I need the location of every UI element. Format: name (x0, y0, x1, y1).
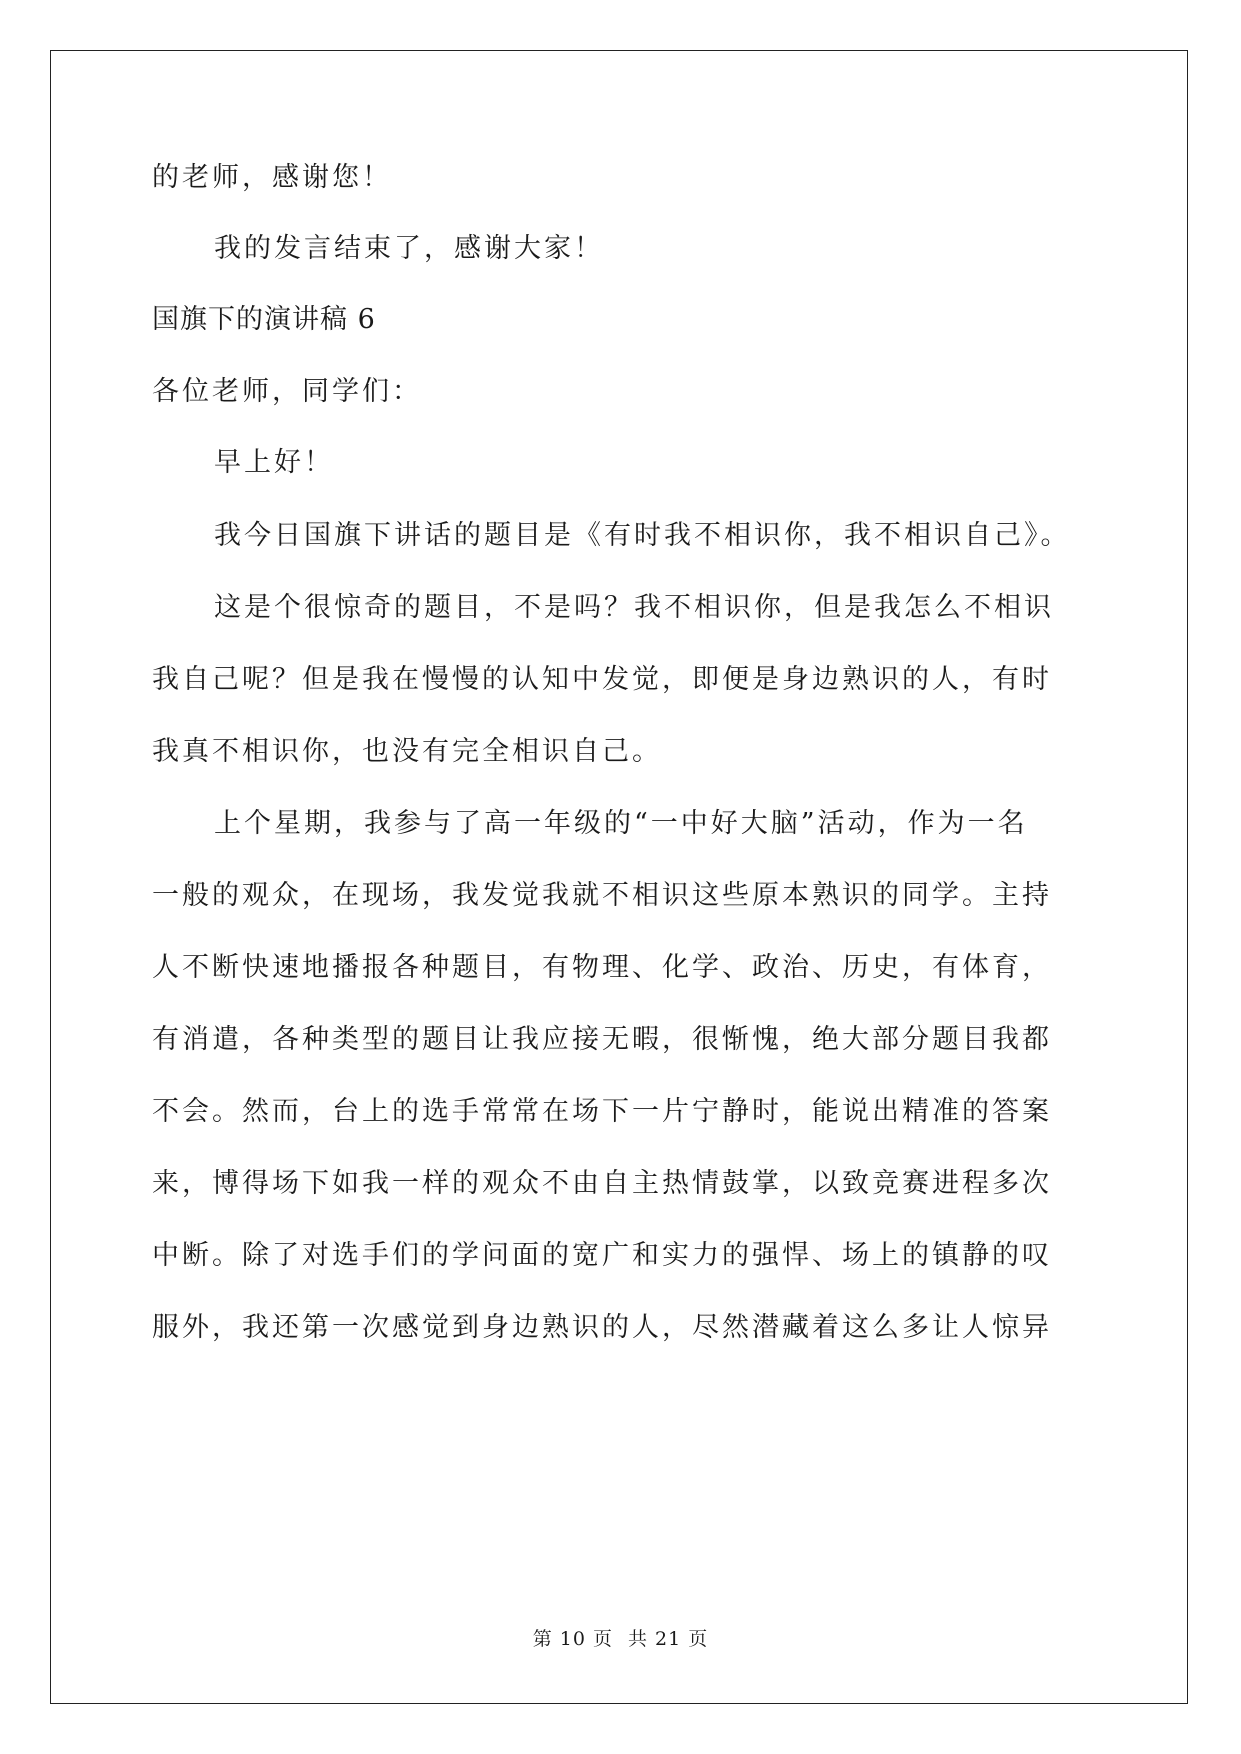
paragraph-line: 不会。然而，台上的选手常常在场下一片宁静时，能说出精准的答案 (152, 1096, 1052, 1127)
paragraph-line: 上个星期，我参与了高一年级的“一中好大脑”活动，作为一名 (214, 808, 1028, 839)
paragraph-line: 这是个很惊奇的题目，不是吗？我不相识你，但是我怎么不相识 (214, 592, 1054, 623)
page-total: 共 21 页 (628, 1628, 709, 1650)
paragraph-line: 一般的观众，在现场，我发觉我就不相识这些原本熟识的同学。主持 (152, 880, 1052, 911)
page-number: 第 10 页 (532, 1628, 613, 1650)
paragraph-line: 中断。除了对选手们的学问面的宽广和实力的强悍、场上的镇静的叹 (152, 1240, 1052, 1271)
paragraph-line: 我今日国旗下讲话的题目是《有时我不相识你，我不相识自己》。 (214, 520, 1071, 551)
page-footer (0, 1624, 1241, 1651)
paragraph-line: 人不断快速地播报各种题目，有物理、化学、政治、历史，有体育， (152, 952, 1052, 983)
paragraph-line: 我自己呢？但是我在慢慢的认知中发觉，即便是身边熟识的人，有时 (152, 664, 1052, 695)
paragraph-line: 我的发言结束了，感谢大家！ (214, 233, 604, 264)
salutation: 各位老师，同学们： (152, 376, 422, 407)
section-title: 国旗下的演讲稿 6 (152, 304, 376, 335)
paragraph-line: 来，博得场下如我一样的观众不由自主热情鼓掌，以致竞赛进程多次 (152, 1168, 1052, 1199)
paragraph-line: 有消遣，各种类型的题目让我应接无暇，很惭愧，绝大部分题目我都 (152, 1024, 1052, 1055)
paragraph-line: 服外，我还第一次感觉到身边熟识的人，尽然潜藏着这么多让人惊异 (152, 1312, 1052, 1343)
paragraph-line: 的老师，感谢您！ (152, 162, 392, 193)
greeting: 早上好！ (214, 447, 334, 478)
paragraph-line: 我真不相识你，也没有完全相识自己。 (152, 736, 662, 767)
